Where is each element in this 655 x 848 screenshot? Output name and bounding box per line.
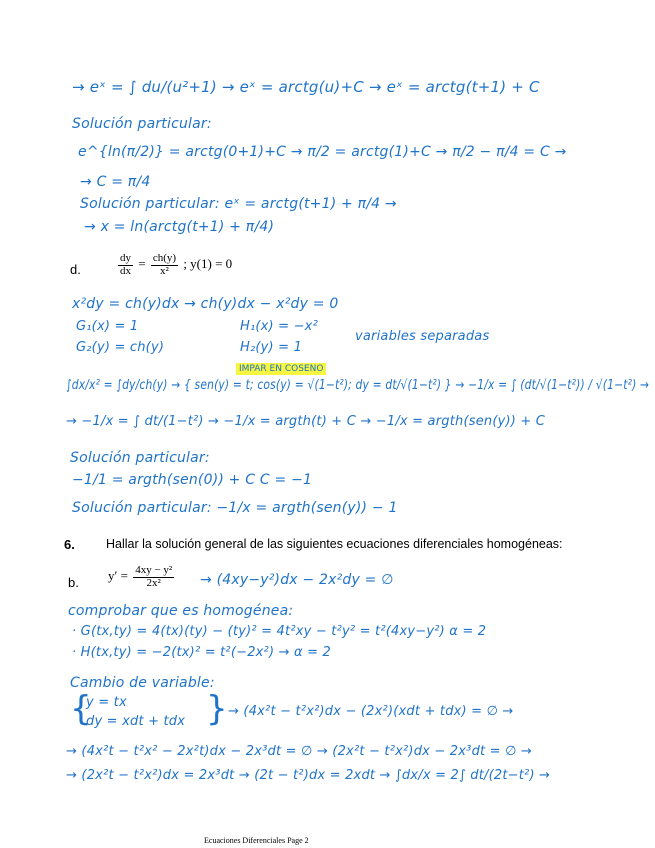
handwritten-line-19: → (4x²t − t²x² − 2x²t)dx − 2x³dt = ∅ → (2x²t − t²x²)dx − 2x³dt = ∅ → xyxy=(66,744,533,759)
handwritten-line-7a: x²dy = ch(y)dx → ch(y)dx − x²dy = 0 xyxy=(72,296,339,312)
handwritten-line-6: → x = ln(arctg(t+1) + π/4) xyxy=(84,219,275,235)
handwritten-line-15: · G(tx,ty) = 4(tx)(ty) − (ty)² = 4t²xy − t²y² = t²(4xy−y²) α = 2 xyxy=(72,624,487,639)
handwritten-line-16: · H(tx,ty) = −2(tx)² = t²(−2x²) → α = 2 xyxy=(72,645,331,660)
left-brace: { xyxy=(70,689,92,729)
handwritten-line-7f: H₂(y) = 1 xyxy=(240,340,303,355)
handwritten-line-18a: y = tx xyxy=(86,695,127,710)
item-b-den: 2x² xyxy=(146,576,161,589)
handwritten-line-3: e^{ln(π/2)} = arctg(0+1)+C → π/2 = arctg(1)+C → π/2 − π/4 = C → xyxy=(78,144,567,160)
handwritten-line-1: → eˣ = ∫ du/(u²+1) → eˣ = arctg(u)+C → eˣ = arctg(t+1) + C xyxy=(72,78,540,96)
handwritten-line-20: → (2x²t − t²x²)dx = 2x³dt → (2t − t²)dx = 2xdt → ∫dx/x = 2∫ dt/(2t−t²) → xyxy=(66,768,551,783)
handwritten-heading-cambio: Cambio de variable: xyxy=(70,675,215,691)
handwritten-line-12: Solución particular: −1/x = argth(sen(y)) − 1 xyxy=(72,500,398,516)
handwritten-line-7d: variables separadas xyxy=(355,329,490,344)
item-b-label: b. xyxy=(68,575,79,590)
highlight-impar-coseno: IMPAR EN COSENO xyxy=(236,363,326,375)
section-6-text: Hallar la solución general de las siguientes ecuaciones diferenciales homogéneas: xyxy=(106,537,563,551)
handwritten-line-11: −1/1 = argth(sen(0)) + C C = −1 xyxy=(72,472,313,488)
handwritten-line-7e: G₂(y) = ch(y) xyxy=(76,340,165,355)
section-6-number: 6. xyxy=(64,537,75,552)
right-brace: } xyxy=(206,689,228,729)
item-d-label: d. xyxy=(70,262,81,277)
eq-lhs-num: dy xyxy=(120,252,131,264)
handwritten-line-5: Solución particular: eˣ = arctg(t+1) + π/4 → xyxy=(80,196,397,212)
handwritten-line-18c: → (4x²t − t²x²)dx − (2x²)(xdt + tdx) = ∅ → xyxy=(228,704,514,719)
handwritten-line-13: → (4xy−y²)dx − 2x²dy = ∅ xyxy=(200,572,394,588)
handwritten-heading-particular-2: Solución particular: xyxy=(70,450,210,466)
handwritten-line-18b: dy = xdt + tdx xyxy=(86,714,186,729)
handwritten-heading-particular-1: Solución particular: xyxy=(72,116,212,132)
eq-rhs-den: x² xyxy=(160,264,169,277)
item-b-num: 4xy − y² xyxy=(135,564,173,576)
item-d-equation: $\frac{dy}{dx}$ = $\frac{ch(y)}{\text{x²}}$ ; y(1) = 0 xyxy=(120,252,233,277)
eq-condition: ; y(1) = 0 xyxy=(183,256,233,272)
item-b-equation xyxy=(108,565,176,589)
handwritten-line-7b: G₁(x) = 1 xyxy=(76,319,139,334)
page-footer: Ecuaciones Diferenciales Page 2 xyxy=(204,836,309,845)
handwritten-line-8: ∫dx/x² = ∫dy/ch(y) → { sen(y) = t; cos(y) = √(1−t²); dy = dt/√(1−t²) } → −1/x = ∫ (dt/√(1−t²)) / √(1−t²) → xyxy=(66,378,650,393)
item-b-lhs: y′ = xyxy=(108,568,128,584)
handwritten-line-4: → C = π/4 xyxy=(80,174,151,190)
handwritten-line-9: → −1/x = ∫ dt/(1−t²) → −1/x = argth(t) + C → −1/x = argth(sen(y)) + C xyxy=(66,414,546,429)
eq-lhs-den: dx xyxy=(120,264,131,277)
handwritten-line-7c: H₁(x) = −x² xyxy=(240,319,318,334)
eq-rhs-num: ch(y) xyxy=(152,252,177,264)
handwritten-heading-homogenea: comprobar que es homogénea: xyxy=(68,603,294,619)
